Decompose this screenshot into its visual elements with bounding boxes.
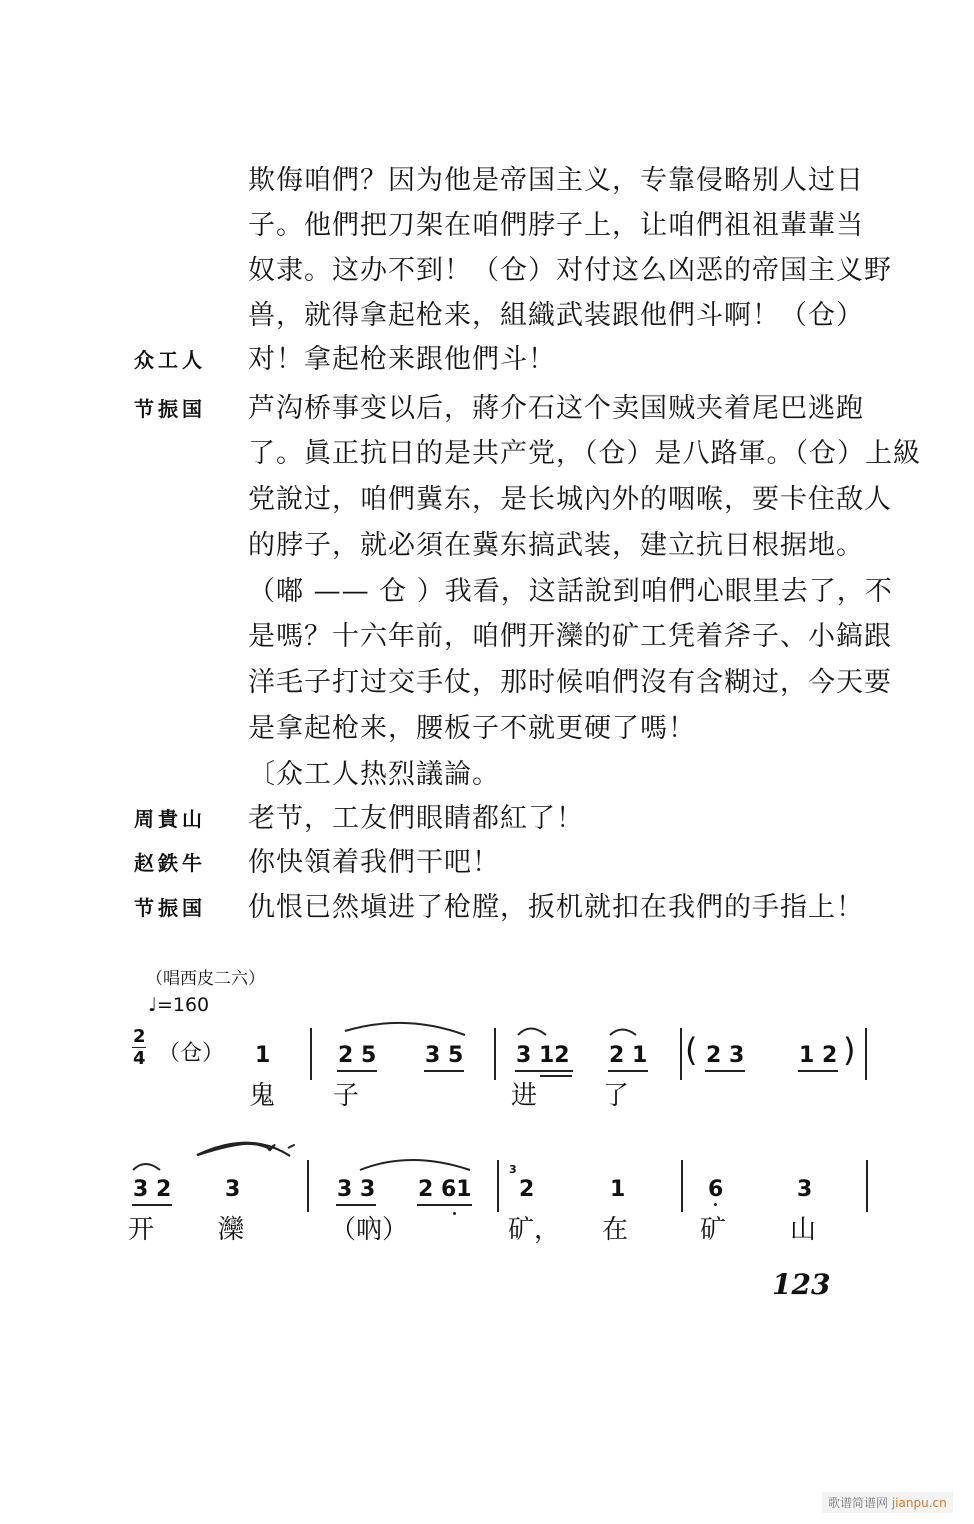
speaker-name: 周貴山 bbox=[134, 807, 206, 831]
percussion-cue: （仓） bbox=[158, 1041, 225, 1066]
dialogue-line: 党說过，咱們冀东，是长城內外的咽喉，要卡住敌人 bbox=[248, 484, 892, 515]
note: 1 bbox=[255, 1043, 271, 1068]
watermark bbox=[822, 1492, 953, 1513]
watermark-en: jianpu.cn bbox=[891, 1496, 947, 1510]
page-number: 123 bbox=[772, 1268, 831, 1301]
note: 3 5 bbox=[425, 1043, 464, 1068]
dialogue-line: 是拿起枪来，腰板子不就更硬了嗎！ bbox=[248, 713, 696, 744]
lyric: （吶） bbox=[330, 1215, 409, 1245]
note: 6 bbox=[708, 1177, 724, 1202]
note: 2 61 bbox=[418, 1177, 472, 1202]
lyric: 进 bbox=[511, 1081, 538, 1111]
grace-note: 3 bbox=[509, 1163, 517, 1176]
dialogue-line: 芦沟桥事变以后，蔣介石这个卖国贼夹着尾巴逃跑 bbox=[248, 393, 864, 424]
dialogue-line: 对！拿起枪来跟他們斗！ bbox=[248, 344, 556, 375]
dialogue-line: 是嗎？十六年前，咱們开灤的矿工凭着斧子、小鎬跟 bbox=[248, 621, 892, 652]
note: 2 3 bbox=[706, 1043, 745, 1068]
time-signature-bottom: 4 bbox=[133, 1048, 146, 1069]
dialogue-line: 奴隶。这办不到！（仓）对付这么凶恶的帝国主义野 bbox=[248, 255, 892, 286]
note: 3 2 bbox=[133, 1177, 172, 1202]
speaker-name: 节振国 bbox=[134, 896, 206, 920]
note: 2 5 bbox=[338, 1043, 377, 1068]
dialogue-line: 的脖子，就必須在冀东搞武装，建立抗日根据地。 bbox=[248, 530, 864, 561]
dialogue-line: （嘟 —— 仓 ）我看，这話說到咱們心眼里去了，不 bbox=[248, 576, 893, 607]
dialogue-line: 仇恨已然塡进了枪膛，扳机就扣在我們的手指上！ bbox=[248, 892, 864, 923]
note: 3 bbox=[225, 1177, 241, 1202]
dialogue-line: 洋毛子打过交手仗，那时候咱們沒有含糊过，今天要 bbox=[248, 667, 892, 698]
lyric: 灤 bbox=[218, 1215, 245, 1245]
stage-direction: 〔众工人热烈議論。 bbox=[248, 759, 500, 790]
note: 3 3 bbox=[337, 1177, 376, 1202]
dialogue-line: 老节，工友們眼睛都紅了！ bbox=[248, 803, 584, 834]
lyric: 山 bbox=[790, 1215, 817, 1245]
dialogue-line: 了。眞正抗日的是共产党，（仓）是八路軍。（仓）上級 bbox=[248, 438, 921, 469]
lyric: 矿 bbox=[700, 1215, 727, 1245]
dialogue-line: 兽，就得拿起枪来，組織武装跟他們斗啊！（仓） bbox=[248, 300, 864, 331]
note: 2 bbox=[519, 1177, 535, 1202]
dialogue-line: 欺侮咱們？因为他是帝国主义，专靠侵略别人过日 bbox=[248, 165, 864, 196]
note: 1 bbox=[610, 1177, 626, 1202]
tempo-marking: ♩=160 bbox=[148, 994, 210, 1016]
style-marking: （唱西皮二六） bbox=[146, 969, 265, 989]
lyric: 开 bbox=[128, 1215, 155, 1245]
lyric: 在 bbox=[602, 1215, 629, 1245]
speaker-name: 众工人 bbox=[134, 348, 206, 372]
lyric: 矿， bbox=[508, 1215, 561, 1245]
time-signature-top: 2 bbox=[133, 1026, 146, 1047]
note: 3 bbox=[797, 1177, 813, 1202]
note: 2 1 bbox=[609, 1043, 648, 1068]
speaker-name: 节振国 bbox=[134, 397, 206, 421]
paren-close: ) bbox=[843, 1031, 856, 1069]
note: 1 2 bbox=[799, 1043, 838, 1068]
watermark-cn: 歌谱简谱网 bbox=[828, 1496, 889, 1510]
dialogue-line: 你快領着我們干吧！ bbox=[248, 847, 500, 878]
lyric: 了 bbox=[603, 1081, 630, 1111]
lyric: 子 bbox=[333, 1081, 360, 1111]
paren-open: ( bbox=[685, 1031, 698, 1069]
lyric: 鬼 bbox=[249, 1081, 276, 1111]
note: 3 12 bbox=[516, 1043, 570, 1068]
speaker-name: 赵鉄牛 bbox=[134, 851, 206, 875]
dialogue-line: 子。他們把刀架在咱們脖子上，让咱們祖祖輩輩当 bbox=[248, 210, 864, 241]
